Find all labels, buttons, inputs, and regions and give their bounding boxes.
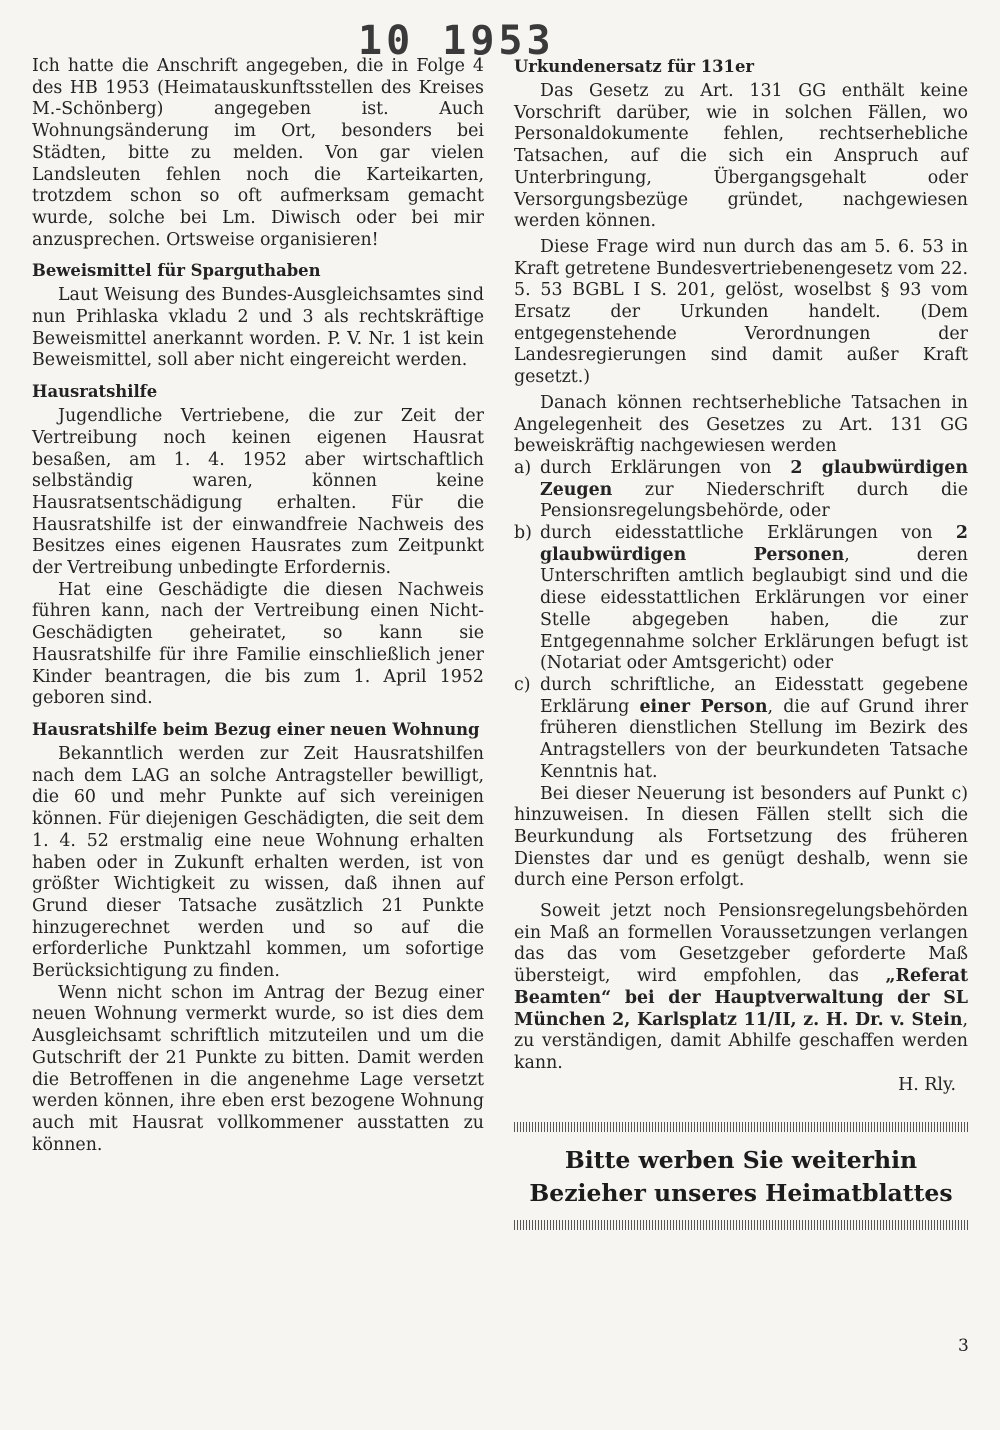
section-title-neue-wohnung: Hausratshilfe beim Bezug einer neuen Wohnung <box>32 719 480 739</box>
list-marker: c) <box>514 674 531 695</box>
signature-line <box>514 1075 968 1097</box>
paragraph: Wenn nicht schon im Antrag der Bezug einer neuen Wohnung vermerkt wurde, so ist dies dem Ausgleichsamt schriftlich mitzuteilen und um die Gutschrift der 21 Punkte zu bitten. Damit werden die Betroffenen in die angenehme Lage versetzt werden können, ihre eben erst bezogene Wohnung auch mit Hausrat vollkommener ausstatten zu können. <box>32 982 484 1155</box>
paragraph: Bekanntlich werden zur Zeit Hausratshilfen nach dem LAG an solche Antragsteller bewilligt, die 60 und mehr Punkte auf sich vereinigen können. Für diejenigen Geschädigten, die seit dem 1. 4. 52 erstmalig eine neue Wohnung erhalten haben oder in Zukunft erhalten werden, ist von größter Wichtigkeit zu wissen, daß ihnen auf Grund dieser Tatsache zusätzlich 21 Punkte hinzugerechnet werden und so auf die erforderliche Punktzahl kommen, um sofortige Berücksichtigung zu finden. <box>32 743 484 982</box>
date-stamp: 10 1953 <box>358 18 555 64</box>
paragraph: Laut Weisung des Bundes-Ausgleichsamtes sind nun Prihlaska vkladu 2 und 3 als rechtskräftige Beweismittel anerkannt worden. P. V. Nr. 1 ist kein Beweismittel, soll aber nicht eingereicht werden. <box>32 285 484 371</box>
signature: H. Rly. <box>898 1074 956 1095</box>
list-item-b <box>514 523 968 675</box>
paragraph-referat: Soweit jetzt noch Pensionsregelungsbehörden ein Maß an formellen Voraussetzungen verlangen das das vom Gesetzgeber geforderte Maß übersteigt, wird empfohlen, das „Referat Beamten“ bei der Hauptverwaltung der SL München 2, Karlsplatz 11/II, z. H. Dr. v. Stein, zu verständigen, damit Abhilfe geschaffen werden kann. <box>514 901 969 1073</box>
page-number: 3 <box>958 1336 969 1356</box>
list-text: durch Erklärungen von 2 glaubwürdigen Zeugen zur Niederschrift durch die Pensionsregelungsbehörde, oder <box>540 457 969 522</box>
section-title-urkundenersatz: Urkundenersatz für 131er <box>514 57 755 76</box>
list-item-a <box>514 458 968 523</box>
divider-bottom <box>514 1220 968 1230</box>
paragraph: Hat eine Geschädigte die diesen Nachweis führen kann, nach der Vertreibung einen Nicht-Geschädigten geheiratet, so kann sie Hausratshilfe für ihre Familie einschließlich jener Kinder beantragen, die bis zum 1. April 1952 geboren sind. <box>32 579 484 709</box>
list-marker: b) <box>514 523 532 544</box>
list-text: durch schriftliche, an Eidesstatt gegebene Erklärung einer Person, die auf Grund ihrer früheren dienstlichen Stellung im Bezirk des Antragstellers von der beurkundeten Tatsache Kenntnis hat. <box>540 674 969 782</box>
left-column <box>32 56 484 1156</box>
paragraph: Danach können rechtserhebliche Tatsachen in Angelegenheit des Gesetzes zu Art. 131 GG beweiskräftig nachgewiesen werden <box>514 392 968 457</box>
intro-paragraph: Ich hatte die Anschrift angegeben, die in Folge 4 des HB 1953 (Heimatauskunftsstellen des Kreises M.-Schönberg) angegeben ist. Auch Wohnungsänderung im Ort, besonders bei Städten, bitte zu melden. Von gar vielen Landsleuten fehlen noch die Karteikarten, trotzdem schon so oft aufmerksam gemacht wurde, solche bei Lm. Diwisch oder bei mir anzusprechen. Ortsweise organisieren! <box>32 56 484 250</box>
banner-line-1: Bitte werben Sie weiterhin <box>564 1146 918 1175</box>
paragraph: Jugendliche Vertriebene, die zur Zeit der Vertreibung noch keinen eigenen Hausrat besaßen, am 1. 4. 1952 aber wirtschaftlich selbständig waren, können keine Hausratsentschädigung erhalten. Für die Hausratshilfe ist der einwandfreie Nachweis des Besitzes eines eigenen Hausrates zum Zeitpunkt der Vertreibung unbedingte Erfordernis. <box>32 406 484 579</box>
right-column <box>514 56 968 1230</box>
list-marker: a) <box>514 457 532 478</box>
section-title-beweismittel: Beweismittel für Sparguthaben <box>32 261 321 281</box>
paragraph: Bei dieser Neuerung ist besonders auf Punkt c) hinzuweisen. In diesen Fällen stellt sich die Beurkundung als Fortsetzung des früheren Dienstes dar und es genügt deshalb, wenn sie durch eine Person erfolgt. <box>514 783 968 891</box>
divider-top <box>514 1122 968 1132</box>
banner-line-2: Bezieher unseres Heimatblattes <box>529 1179 953 1208</box>
paragraph: Das Gesetz zu Art. 131 GG enthält keine Vorschrift darüber, wie in solchen Fällen, wo Personaldokumente fehlen, rechtserhebliche Tatsachen, auf die sich ein Anspruch auf Unterbringung, Übergangsgehalt oder Versorgungsbezüge gründet, nachgewiesen werden können. <box>514 81 968 232</box>
paragraph: Diese Frage wird nun durch das am 5. 6. 53 in Kraft getretene Bundesvertriebenengesetz vom 22. 5. 53 BGBL I S. 201, gelöst, woselbst § 93 vom Ersatz der Urkunden handelt. (Dem entgegenstehende Verordnungen der Landesregierungen sind damit außer Kraft gesetzt.) <box>514 236 968 388</box>
list-item-c <box>514 675 968 784</box>
section-title-hausratshilfe: Hausratshilfe <box>32 382 158 402</box>
list-text: durch eidesstattliche Erklärungen von 2 glaubwürdigen Personen, deren Unterschriften amtlich beglaubigt sind und die diese eidesstattlichen Erklärungen vor einer Stelle abgegeben haben, die zur Entgegennahme solcher Erklärungen befugt ist (Notariat oder Amtsgericht) oder <box>540 523 968 674</box>
